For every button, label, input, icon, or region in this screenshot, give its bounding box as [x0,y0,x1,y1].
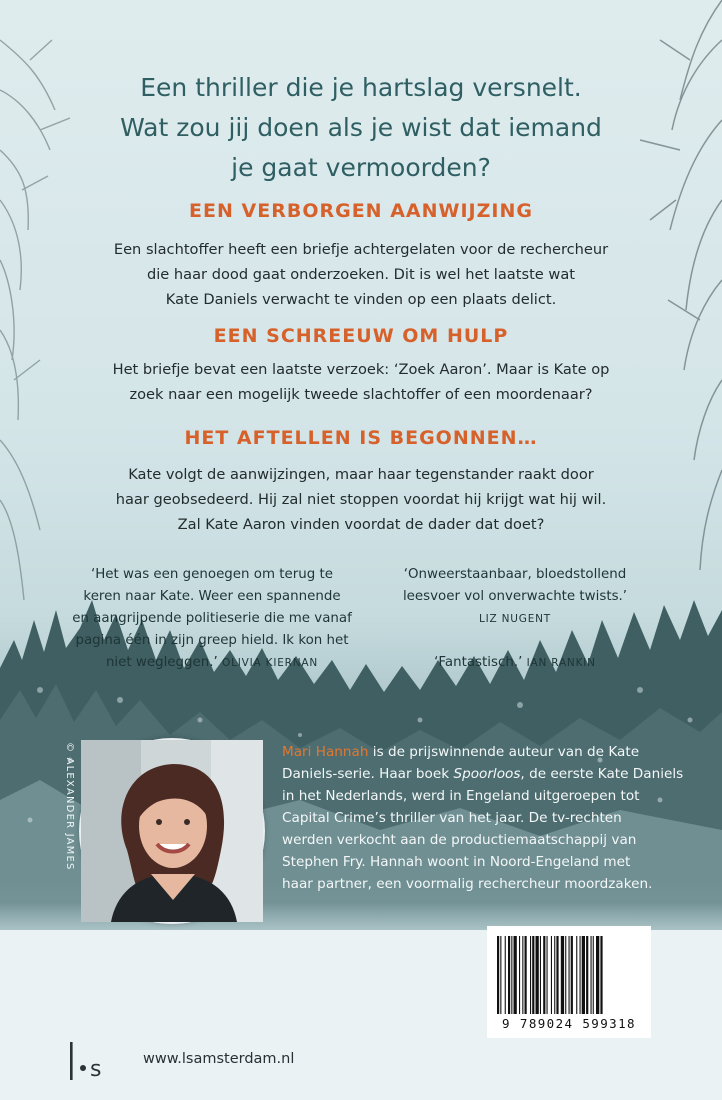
quote-line: pagina één in zijn greep hield. Ik kon het [75,633,349,648]
photo-credit-text: © ALEXANDER JAMES [64,742,75,871]
barcode-bar [536,936,539,1014]
publisher-logo [66,1038,126,1082]
bio-text: , de eerste Kate Daniels [520,766,684,782]
barcode-bar [591,936,592,1014]
publisher-website[interactable]: www.lsamsterdam.nl [143,1051,295,1067]
barcode-bar [500,936,501,1014]
review-quote-right-top [380,564,650,630]
paragraph-line: Kate Daniels verwacht te vinden op een plaats delict. [165,291,557,308]
paragraph-line: Kate volgt de aanwijzingen, maar haar tegenstander raakt door [128,466,594,483]
barcode-bar [554,936,555,1014]
author-photo [79,738,265,924]
bio-line [282,763,702,785]
barcode-bar [522,936,523,1014]
barcode-bar [505,936,506,1014]
paragraph-line: die haar dood gaat onderzoeken. Dit is wel het laatste wat [146,266,576,283]
quote-line: ‘Onweerstaanbaar, bloedstollend [403,567,627,582]
section-paragraph [110,237,612,312]
author-name: Mari Hannah [282,744,369,760]
photo-credit [55,740,73,900]
paragraph-line: Een slachtoffer heeft een briefje achtergelaten voor de rechercheur [113,241,609,258]
bio-line [282,741,702,763]
paragraph-line: Het briefje bevat een laatste verzoek: ‘Zoek Aaron’. Maar is Kate op [112,361,610,378]
author-portrait-illustration [81,740,263,922]
quote-line: leesvoer vol onverwachte twists.’ [402,589,628,604]
isbn-number: 9 789024 599318 [502,1016,636,1031]
barcode-bar [600,936,602,1014]
paragraph-line: Zal Kate Aaron vinden voordat de dader dat doet? [177,516,545,533]
barcode-bar [514,936,517,1014]
barcode-bar [525,936,527,1014]
section-heading: EEN VERBORGEN AANWIJZING [189,200,533,222]
review-quote-left [52,564,372,674]
bio-line: Capital Crime’s thriller van het jaar. De tv-rechten [282,810,622,826]
section-paragraph [110,357,612,407]
barcode-bar [543,936,545,1014]
barcode-bar [540,936,541,1014]
tagline-line: Een thriller die je hartslag versnelt. [140,73,582,102]
book-title: Spoorloos [453,766,521,782]
section-heading: HET AFTELLEN IS BEGONNEN… [184,427,538,449]
barcode-bars [487,926,651,1016]
section-paragraph [110,462,612,537]
barcode-bar [519,936,520,1014]
tagline-line: je gaat vermoorden? [231,153,491,182]
quote-text: ‘Fantastisch.’ [434,655,523,670]
quote-source: IAN RANKIN [526,657,596,669]
barcode-bar [580,936,581,1014]
barcode-bar [582,936,585,1014]
barcode-bar [569,936,570,1014]
quote-source: OLIVIA KIERNAN [222,657,319,669]
barcode-bar [576,936,577,1014]
quote-text: niet wegleggen.’ [105,655,218,670]
barcode-bar [596,936,599,1014]
publisher-logo-text: s [90,1057,102,1082]
section-heading: EEN SCHREEUW OM HULP [213,325,509,347]
bio-line: in het Nederlands, werd in Engeland uitgeroepen tot [282,788,640,804]
barcode-bar [571,936,573,1014]
barcode-bar [556,936,558,1014]
bio-text: is de prijswinnende auteur van de Kate [368,744,640,760]
bio-line: haar partner, een voormalig rechercheur moordzaken. [282,876,653,892]
tagline [60,68,662,188]
barcode-bar [551,936,552,1014]
barcode-bar [497,936,499,1014]
barcode-bar [593,936,594,1014]
quote-line [380,652,650,674]
author-bio [282,741,702,895]
barcode-bar [561,936,564,1014]
bio-line: Stephen Fry. Hannah woont in Noord-Engeland met [282,854,631,870]
barcode-bar [532,936,534,1014]
paragraph-line: zoek naar een mogelijk tweede slachtoffer of een moordenaar? [129,386,593,403]
review-quote-right-bottom [380,652,650,674]
barcode-bar [530,936,531,1014]
quote-source: LIZ NUGENT [478,613,552,625]
tagline-line: Wat zou jij doen als je wist dat iemand [120,113,602,142]
bio-text: Daniels-serie. Haar boek [282,766,454,782]
quote-line [52,652,372,674]
quote-line: en aangrijpende politieserie die me vanaf [72,611,352,626]
barcode-bar [586,936,588,1014]
quote-line: keren naar Kate. Weer een spannende [83,589,341,604]
paragraph-line: haar geobsedeerd. Hij zal niet stoppen voordat hij krijgt wat hij wil. [115,491,607,508]
barcode-bar [547,936,548,1014]
barcode-bar [511,936,512,1014]
barcode-bar [565,936,566,1014]
quote-line: ‘Het was een genoegen om terug te [90,567,334,582]
isbn-barcode [487,926,651,1038]
bio-line: werden verkocht aan de productiemaatschappij van [282,832,637,848]
barcode-bar [508,936,510,1014]
